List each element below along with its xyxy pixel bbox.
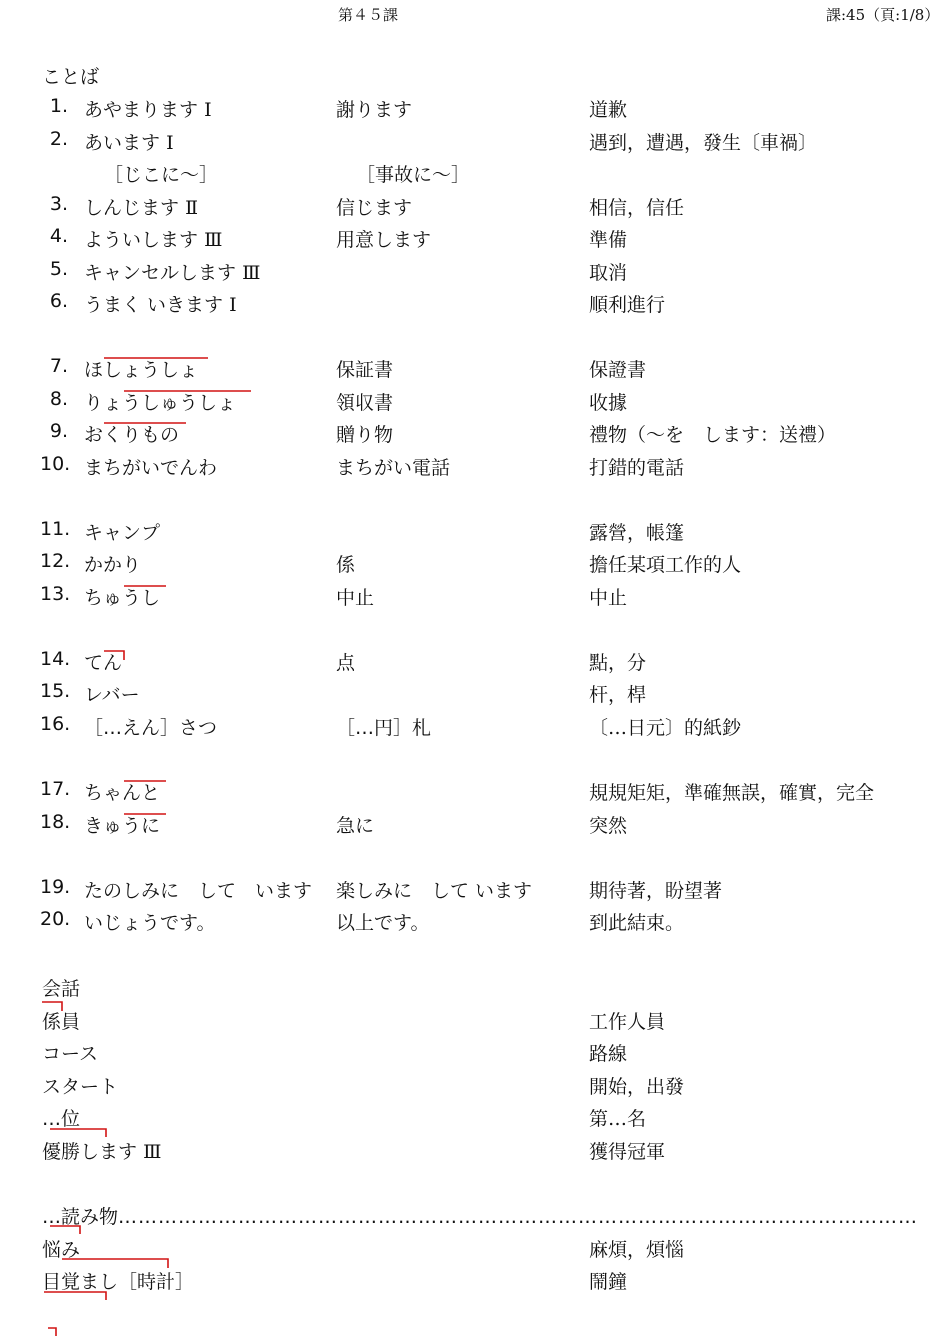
item-meaning: 順利進行 <box>589 294 666 316</box>
item-meaning: 道歉 <box>589 99 628 121</box>
kana-text: てん <box>84 652 123 674</box>
dotted-leader: ………………………………………………………………………………………………………… <box>118 1206 919 1228</box>
item-meaning: 準備 <box>589 229 628 251</box>
item-kana <box>84 225 222 252</box>
vocab-item <box>0 258 950 290</box>
vocab-item <box>0 225 950 257</box>
item-number: 14. <box>40 648 71 670</box>
item-kana <box>84 193 198 220</box>
item-kana <box>84 713 217 740</box>
item-number: 13. <box>40 583 71 605</box>
kana-text: たのしみに して います <box>84 880 313 902</box>
vocab-item <box>0 876 950 908</box>
kana-text: ほしょうしょ <box>84 359 199 381</box>
item-kana <box>84 290 237 317</box>
item-number: 17. <box>40 778 71 800</box>
kana-text: よういします <box>84 229 199 251</box>
item-kanji: 領収書 <box>336 392 394 414</box>
item-meaning: 保證書 <box>589 359 647 381</box>
word-text: コース <box>42 1043 99 1065</box>
verb-group: Ⅰ <box>166 132 174 154</box>
item-number: 2. <box>49 128 68 150</box>
yomimono-meaning: 鬧鐘 <box>589 1271 628 1293</box>
kaiwa-word <box>42 1137 161 1164</box>
yomimono-word: 悩み <box>42 1239 81 1261</box>
item-kana <box>84 876 312 903</box>
item-kana <box>84 355 198 382</box>
kana-text: ちゅうし <box>84 587 161 609</box>
item-kanji: 用意します <box>336 229 432 251</box>
item-number: 10. <box>40 453 71 475</box>
lesson-title: 第４５課 <box>338 6 399 24</box>
item-kana <box>84 811 160 838</box>
sub-kanji: ［事故に～］ <box>356 164 471 186</box>
kaiwa-meaning: 路線 <box>589 1043 628 1065</box>
verb-group: Ⅲ <box>242 262 261 284</box>
item-kanji: 楽しみに して います <box>336 880 533 902</box>
kaiwa-meaning: 第…名 <box>589 1108 647 1130</box>
vocab-item <box>0 453 950 485</box>
yomimono-item <box>0 1235 950 1267</box>
vocab-item <box>0 95 950 127</box>
yomimono-section-title <box>42 1202 919 1229</box>
item-number: 9. <box>49 420 68 442</box>
item-kana <box>84 908 215 935</box>
vocab-item <box>0 778 950 810</box>
item-kana <box>84 128 174 155</box>
verb-group: Ⅲ <box>204 229 223 251</box>
kana-text: まちがいでんわ <box>84 457 218 479</box>
item-kana <box>84 648 122 675</box>
vocab-item <box>0 811 950 843</box>
kaiwa-meaning: 開始，出發 <box>589 1076 685 1098</box>
item-kana <box>84 518 160 545</box>
vocab-item <box>0 420 950 452</box>
kaiwa-item <box>0 1007 950 1039</box>
item-meaning: 期待著，盼望著 <box>589 880 723 902</box>
verb-group: Ⅰ <box>204 99 212 121</box>
kana-text: いじょうです。 <box>84 912 216 934</box>
yomimono-title: …読み物 <box>42 1206 119 1228</box>
kaiwa-word <box>42 1104 80 1131</box>
item-kana <box>84 778 160 805</box>
item-number: 8. <box>49 388 68 410</box>
item-kanji: 保証書 <box>336 359 394 381</box>
vocab-item <box>0 648 950 680</box>
item-kana <box>84 258 260 285</box>
item-number: 5. <box>49 258 68 280</box>
kaiwa-meaning: 獲得冠軍 <box>589 1141 666 1163</box>
kaiwa-meaning: 工作人員 <box>589 1011 666 1033</box>
item-meaning: 杆，桿 <box>589 684 647 706</box>
item-meaning: 收據 <box>589 392 628 414</box>
kana-text: ちゃんと <box>84 782 161 804</box>
item-meaning: 打錯的電話 <box>589 457 685 479</box>
item-meaning: 取消 <box>589 262 628 284</box>
verb-group: Ⅰ <box>229 294 237 316</box>
item-kana <box>84 388 236 415</box>
kaiwa-item <box>0 1072 950 1104</box>
item-kana <box>84 550 141 577</box>
yomimono-meaning: 麻煩，煩惱 <box>589 1239 685 1261</box>
item-meaning: 規規矩矩，準確無誤，確實，完全 <box>589 782 875 804</box>
kana-text: うまく いきます <box>84 294 224 316</box>
vocab-item <box>0 355 950 387</box>
word-text: 優勝します <box>42 1141 138 1163</box>
kana-text: キャンプ <box>84 522 161 544</box>
item-kana <box>84 680 140 707</box>
kaiwa-item <box>0 1104 950 1136</box>
vocab-item <box>0 128 950 160</box>
vocab-item <box>0 908 950 940</box>
item-kanji: 中止 <box>336 587 375 609</box>
vocab-item <box>0 583 950 615</box>
word-text: 係員 <box>42 1011 81 1033</box>
kaiwa-item <box>0 1039 950 1071</box>
kana-text: しんじます <box>84 197 180 219</box>
kana-text: あやまります <box>84 99 199 121</box>
kaiwa-word <box>42 1072 118 1099</box>
kaiwa-item <box>0 1137 950 1169</box>
item-number: 6. <box>49 290 68 312</box>
item-number: 19. <box>40 876 71 898</box>
item-kanji: 係 <box>336 554 356 576</box>
vocab-item <box>0 388 950 420</box>
word-text: スタート <box>42 1076 119 1098</box>
item-kanji: 信じます <box>336 197 413 219</box>
vocab-item <box>0 680 950 712</box>
item-meaning: 禮物（～を します：送禮） <box>589 424 837 446</box>
item-meaning: 遇到，遭遇，發生〔車禍〕 <box>589 132 818 154</box>
page-indicator: 課:45（頁:1/8） <box>826 6 940 24</box>
item-number: 12. <box>40 550 71 572</box>
item-kanji: 点 <box>336 652 356 674</box>
word-text: …位 <box>42 1108 81 1130</box>
item-meaning: 〔…日元〕的紙鈔 <box>589 717 742 739</box>
item-kanji: 以上です。 <box>336 912 430 934</box>
vocab-item-2-subline <box>0 160 950 192</box>
item-meaning: 到此結束。 <box>589 912 685 934</box>
vocab-item <box>0 713 950 745</box>
sub-kana: ［じこに～］ <box>104 164 219 186</box>
item-meaning: 點，分 <box>589 652 647 674</box>
kaiwa-section-title: 会話 <box>42 978 81 1000</box>
vocab-item <box>0 518 950 550</box>
verb-group: Ⅱ <box>185 197 198 219</box>
kana-text: キャンセルします <box>84 262 237 284</box>
vocab-item <box>0 550 950 582</box>
kana-text: りょうしゅうしょ <box>84 392 237 414</box>
item-meaning: 突然 <box>589 815 628 837</box>
kana-text: おくりもの <box>84 424 180 446</box>
vocab-item <box>0 193 950 225</box>
item-meaning: 中止 <box>589 587 628 609</box>
item-number: 20. <box>40 908 71 930</box>
kana-text: レバー <box>84 684 140 706</box>
item-kanji: 謝ります <box>336 99 413 121</box>
accent-mark <box>48 1328 56 1336</box>
item-number: 4. <box>49 225 68 247</box>
item-meaning: 擔任某項工作的人 <box>589 554 742 576</box>
kaiwa-word <box>42 1039 98 1066</box>
kaiwa-word <box>42 1007 80 1034</box>
item-kana <box>84 453 217 480</box>
item-kana <box>84 95 212 122</box>
kana-text: きゅうに <box>84 815 161 837</box>
yomimono-word: 目覚まし［時計］ <box>42 1271 195 1293</box>
vocab-item <box>0 290 950 322</box>
item-number: 7. <box>49 355 68 377</box>
item-meaning: 相信，信任 <box>589 197 685 219</box>
item-number: 3. <box>49 193 68 215</box>
item-number: 15. <box>40 680 71 702</box>
item-number: 16. <box>40 713 71 735</box>
vocab-section-title: ことば <box>42 66 100 88</box>
verb-group: Ⅲ <box>143 1141 162 1163</box>
item-number: 1. <box>49 95 68 117</box>
item-kana <box>84 583 160 610</box>
item-kanji: まちがい電話 <box>336 457 451 479</box>
item-kanji: 急に <box>336 815 375 837</box>
kana-text: あいます <box>84 132 161 154</box>
item-number: 18. <box>40 811 71 833</box>
item-kana <box>84 420 179 447</box>
kana-text: ［…えん］さつ <box>84 717 218 739</box>
yomimono-item <box>0 1267 950 1299</box>
kana-text: かかり <box>84 554 142 576</box>
item-number: 11. <box>40 518 71 540</box>
item-kanji: 贈り物 <box>336 424 394 446</box>
item-kanji: ［…円］札 <box>336 717 432 739</box>
item-meaning: 露營，帳篷 <box>589 522 685 544</box>
